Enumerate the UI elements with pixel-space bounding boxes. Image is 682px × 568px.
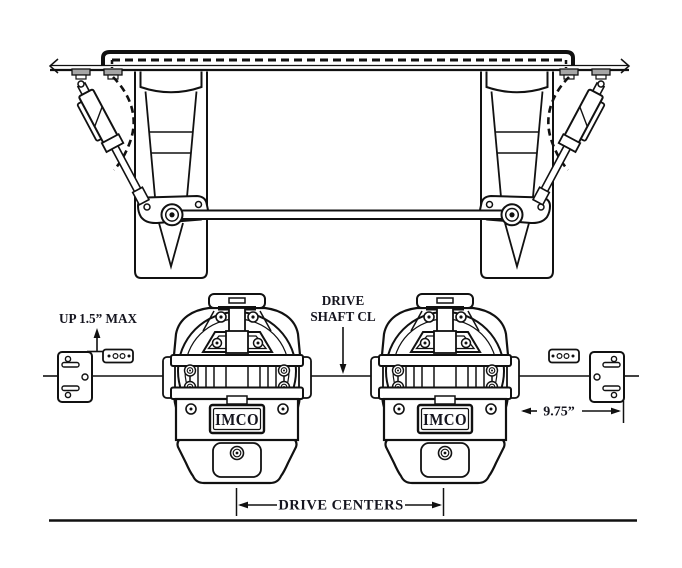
label-drive-centers: DRIVE CENTERS [278,497,404,514]
rear-drive-left [163,294,311,483]
tie-bar-pivot-left [162,204,183,225]
cl-arrow [340,327,347,374]
label-drive-shaft-cl [310,293,376,324]
dimension-975 [521,401,624,423]
tie-bar [181,211,504,220]
label-drive-shaft-line1: DRIVE [321,293,365,308]
up-arrow [87,328,103,352]
rear-drive-right [371,294,519,483]
rear-view [43,293,639,521]
drive-top-right [481,72,553,279]
label-drive-shaft-line2: SHAFT CL [310,309,376,324]
label-up-max: UP 1.5” MAX [58,311,138,326]
top-view [50,52,629,278]
label-975: 9.75” [543,404,575,420]
drive-top-left [135,72,207,279]
tie-bar-pivot-right [502,204,523,225]
dimension-drive-centers [237,488,444,516]
